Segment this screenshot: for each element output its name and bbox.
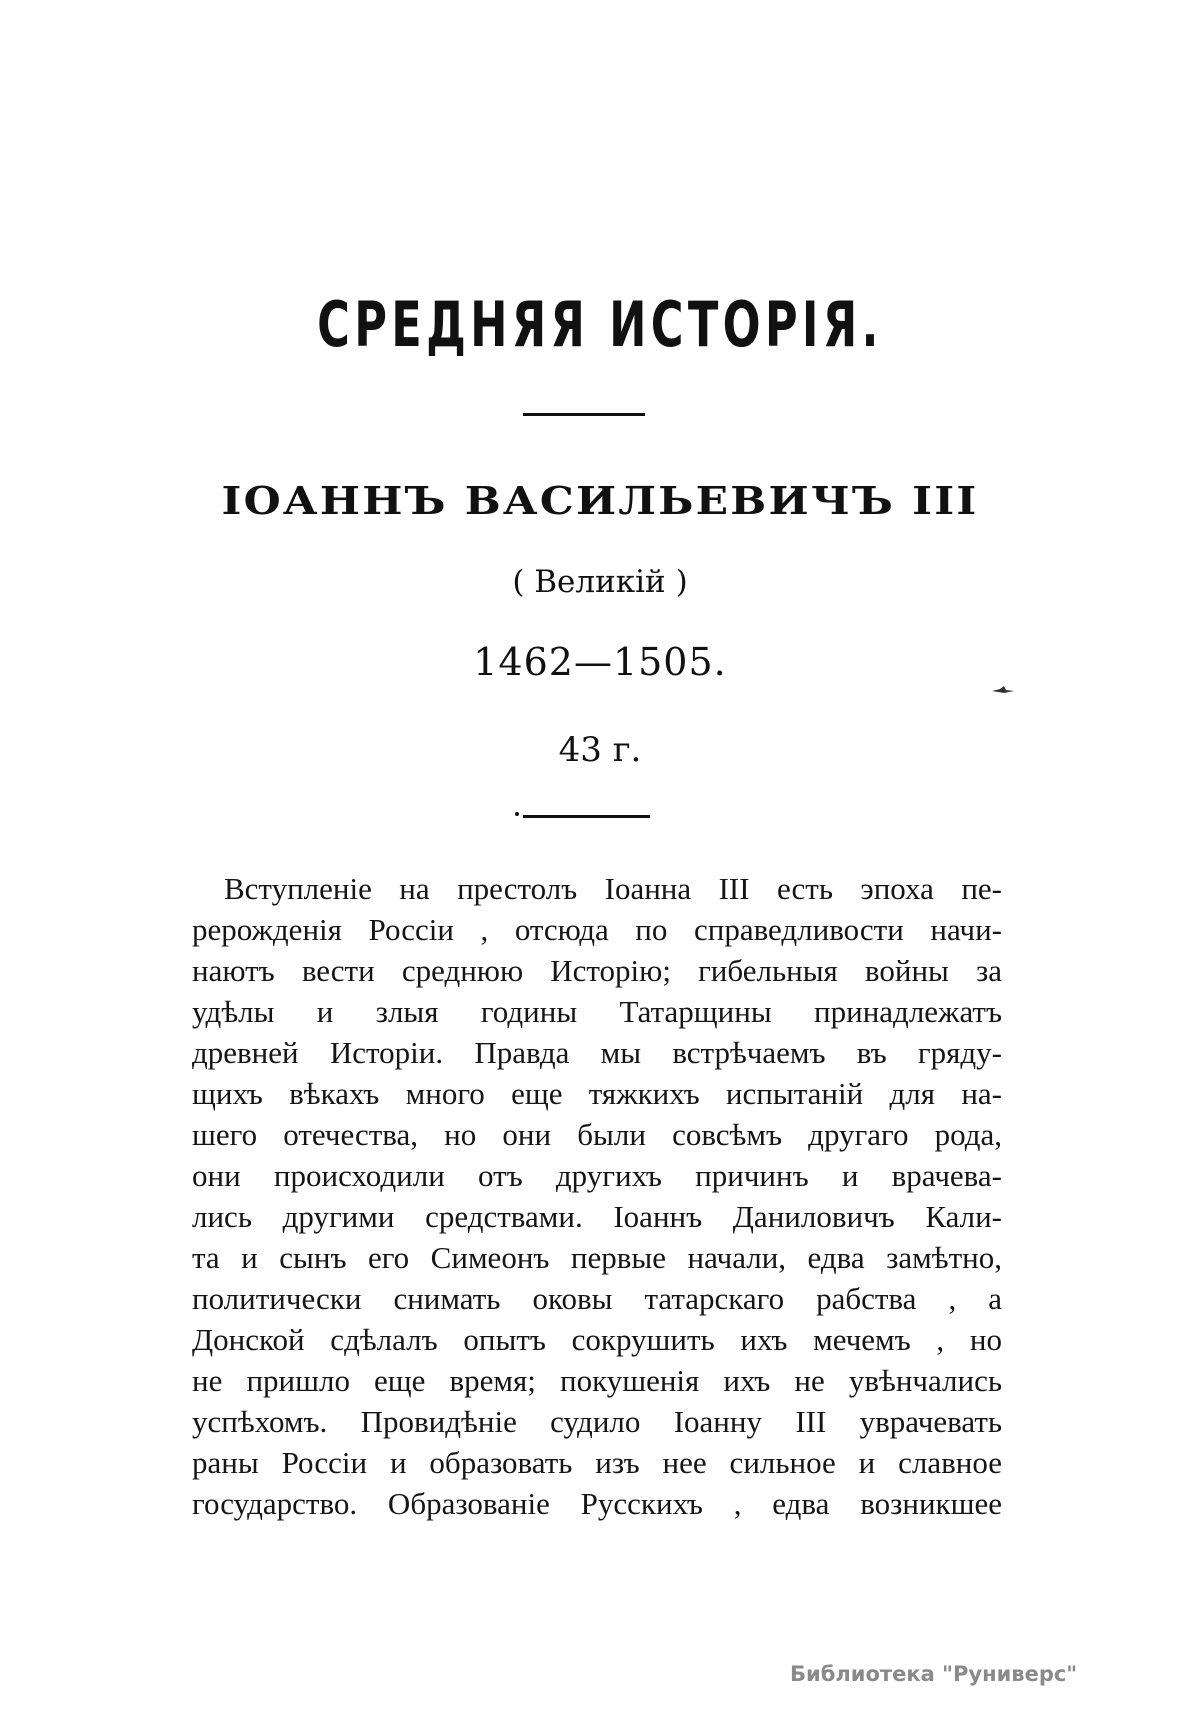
text-line: та и сынъ его Симеонъ первые начали, едва замѣтно, <box>192 1240 1002 1275</box>
text-line: раны Россіи и образовать изъ нее сильное и славное <box>192 1445 1002 1480</box>
reign-years: 1462—1505. <box>473 640 727 684</box>
text-line: древней Исторіи. Правда мы встрѣчаемъ въ гряду- <box>192 1035 1002 1070</box>
section-divider <box>523 815 650 818</box>
title-divider <box>523 413 645 416</box>
text-line: удѣлы и злыя годины Татарщины принадлежатъ <box>192 994 1002 1029</box>
chapter-heading: ІОАННЪ ВАСИЛЬЕВИЧЪ III <box>221 478 979 523</box>
text-line: Вступленіе на престолъ Іоанна III есть эпоха пе- <box>224 871 1002 906</box>
text-line: Донской сдѣлалъ опытъ сокрушить ихъ мечемъ , но <box>192 1322 1002 1357</box>
text-line: не пришло еще время; покушенія ихъ не увѣнчались <box>192 1363 1002 1398</box>
text-line: щихъ вѣкахъ много еще тяжкихъ испытаній для на- <box>192 1076 1002 1111</box>
chapter-epithet: ( Великій ) <box>512 564 688 600</box>
library-watermark: Библиотека "Руниверс" <box>790 1662 1078 1686</box>
text-line: они происходили отъ другихъ причинъ и врачева- <box>192 1158 1002 1193</box>
text-line: государство. Образованіе Русскихъ , едва возникшее <box>192 1486 1002 1521</box>
ink-speck <box>990 683 1018 697</box>
text-line: наютъ вести среднюю Исторію; гибельныя войны за <box>192 953 1002 988</box>
text-line: шего отечества, но они были совсѣмъ другаго рода, <box>192 1117 1002 1152</box>
text-line: лись другими средствами. Іоаннъ Даниловичъ Кали- <box>192 1199 1002 1234</box>
body-paragraph <box>192 868 1002 1524</box>
text-line: рерожденія Россіи , отсюда по справедливости начи- <box>192 912 1002 947</box>
text-line: успѣхомъ. Провидѣніе судило Іоанну III уврачевать <box>192 1404 1002 1439</box>
page-title: СРЕДНЯЯ ИСТОРІЯ. <box>317 288 883 361</box>
reign-duration: 43 г. <box>558 730 642 770</box>
divider-dot <box>515 812 519 816</box>
text-line: политически снимать оковы татарскаго рабства , а <box>192 1281 1002 1316</box>
